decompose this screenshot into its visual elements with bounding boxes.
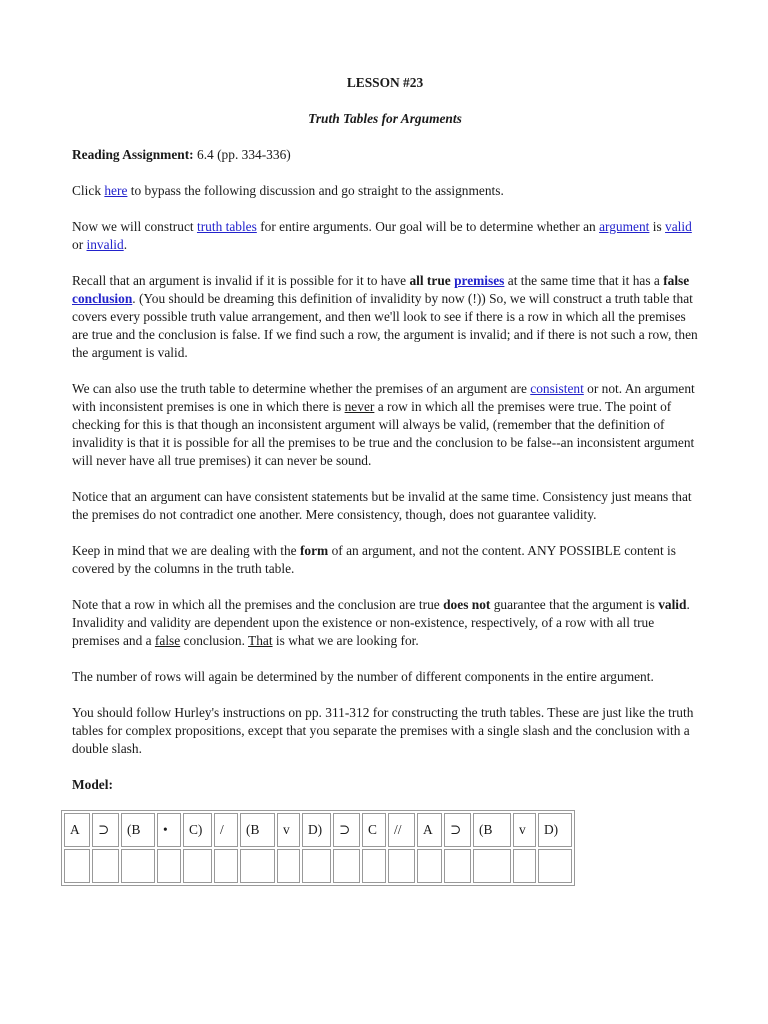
recall-paragraph [72, 272, 698, 362]
valid-link[interactable]: valid [665, 219, 692, 234]
model-truth-table [61, 810, 575, 886]
construct-text-4: or [72, 237, 87, 252]
form-text-1: Keep in mind that we are dealing with the [72, 543, 300, 558]
argument-link[interactable]: argument [599, 219, 650, 234]
reading-assignment-text: 6.4 (pp. 334-336) [193, 147, 291, 162]
note-text-1: Note that a row in which all the premises and the conclusion are true [72, 597, 444, 612]
model-cell: v [513, 813, 536, 847]
model-cell: v [277, 813, 300, 847]
model-empty-cell [513, 849, 536, 883]
false-underlined: false [154, 633, 181, 648]
form-text-2: of an argument, and not the content. ANY POSSIBLE content is covered by the columns in the truth table. [72, 543, 676, 576]
model-cell: // [388, 813, 415, 847]
valid-bold: valid [658, 597, 687, 612]
consistent-paragraph [72, 380, 698, 470]
conclusion-link[interactable]: conclusion [72, 291, 133, 306]
model-empty-cell [417, 849, 442, 883]
model-cell: C) [183, 813, 212, 847]
reading-assignment [72, 146, 698, 164]
model-cell: ⊃ [92, 813, 119, 847]
never-underlined: never [344, 399, 375, 414]
that-underlined: That [248, 633, 273, 648]
model-cell: C [362, 813, 386, 847]
model-empty-cell [473, 849, 511, 883]
model-empty-cell [388, 849, 415, 883]
bypass-text: to bypass the following discussion and go straight to the assignments. [127, 183, 504, 198]
note-paragraph [72, 596, 698, 650]
hurley-paragraph: You should follow Hurley's instructions on pp. 311-312 for constructing the truth tables. These are just like the truth tables for complex propositions, except that you separate the premises with a single slash and the conclusion with a double slash. [72, 705, 694, 756]
model-cell: D) [302, 813, 331, 847]
model-empty-cell [538, 849, 572, 883]
note-text-2: guarantee that the argument is [490, 597, 659, 612]
consistent-text-1: We can also use the truth table to determine whether the premises of an argument are [72, 381, 531, 396]
model-empty-cell [214, 849, 238, 883]
form-bold: form [299, 543, 329, 558]
construct-text-1: Now we will construct [72, 219, 197, 234]
model-blank-row [64, 849, 572, 883]
note-text-3: . Invalidity and validity are dependent upon the existence or non-existence, respectively, of a row with all true premises and a [72, 597, 690, 648]
all-true-bold [409, 273, 504, 288]
lesson-title: LESSON #23 [346, 75, 424, 90]
consistent-text-2: or not. An argument with inconsistent premises is one in which there is [72, 381, 695, 414]
model-empty-cell [277, 849, 300, 883]
click-text: Click [72, 183, 105, 198]
model-empty-cell [362, 849, 386, 883]
model-empty-cell [333, 849, 360, 883]
consistent-text-3: a row in which all the premises were true. The point of checking for this is that though an inconsistent argument will always be valid, (remember that the definition of invalidity is that it is possible for all the premises to be true and the conclusion to be false--an inconsistent argument will never have all true premises) it can never be sound. [72, 399, 695, 468]
lesson-subtitle: Truth Tables for Arguments [308, 111, 462, 126]
model-empty-cell [240, 849, 275, 883]
recall-text-1: Recall that an argument is invalid if it is possible for it to have [72, 273, 410, 288]
form-paragraph [72, 542, 698, 578]
model-header-row [64, 813, 572, 847]
model-cell: ⊃ [333, 813, 360, 847]
construct-text-5: . [123, 237, 128, 252]
recall-text-2: at the same time that it has a [504, 273, 664, 288]
note-text-5: is what we are looking for. [272, 633, 419, 648]
here-link[interactable]: here [104, 183, 128, 198]
premises-link[interactable]: premises [454, 273, 505, 288]
rows-paragraph: The number of rows will again be determined by the number of different components in the entire argument. [72, 669, 654, 684]
model-empty-cell [157, 849, 181, 883]
click-paragraph [72, 182, 698, 200]
model-cell: (B [473, 813, 511, 847]
model-empty-cell [444, 849, 471, 883]
construct-text-2: for entire arguments. Our goal will be to determine whether an [256, 219, 600, 234]
model-cell: A [64, 813, 90, 847]
model-label: Model: [72, 777, 113, 792]
reading-assignment-label: Reading Assignment: [72, 147, 194, 162]
model-cell: D) [538, 813, 572, 847]
truth-tables-link[interactable]: truth tables [196, 219, 257, 234]
notice-paragraph: Notice that an argument can have consistent statements but be invalid at the same time. Consistency just means that the premises do not contradict one another. Mere consistency, though, does not guarantee validity. [72, 489, 692, 522]
recall-text-3: . (You should be dreaming this definition of invalidity by now (!)) So, we will construct a truth table that covers every possible truth value arrangement, and then we'll look to see if there is a row in which all the premises are true and the conclusion is false. If we find such a row, the argument is invalid; and if there is not such a row, then the argument is valid. [72, 291, 698, 360]
model-empty-cell [302, 849, 331, 883]
model-empty-cell [121, 849, 155, 883]
model-cell: (B [121, 813, 155, 847]
consistent-link[interactable]: consistent [530, 381, 584, 396]
construct-text-3: is [649, 219, 666, 234]
does-not-bold: does not [443, 597, 491, 612]
model-cell: (B [240, 813, 275, 847]
construct-paragraph [72, 218, 698, 254]
model-empty-cell [64, 849, 90, 883]
model-empty-cell [183, 849, 212, 883]
false-text: false [663, 273, 690, 288]
model-cell: ⊃ [444, 813, 471, 847]
model-cell: / [214, 813, 238, 847]
invalid-link[interactable]: invalid [86, 237, 124, 252]
document-page [72, 72, 698, 886]
all-true-text: all true [409, 273, 455, 288]
model-cell: • [157, 813, 181, 847]
model-cell: A [417, 813, 442, 847]
note-text-4: conclusion. [180, 633, 249, 648]
model-empty-cell [92, 849, 119, 883]
